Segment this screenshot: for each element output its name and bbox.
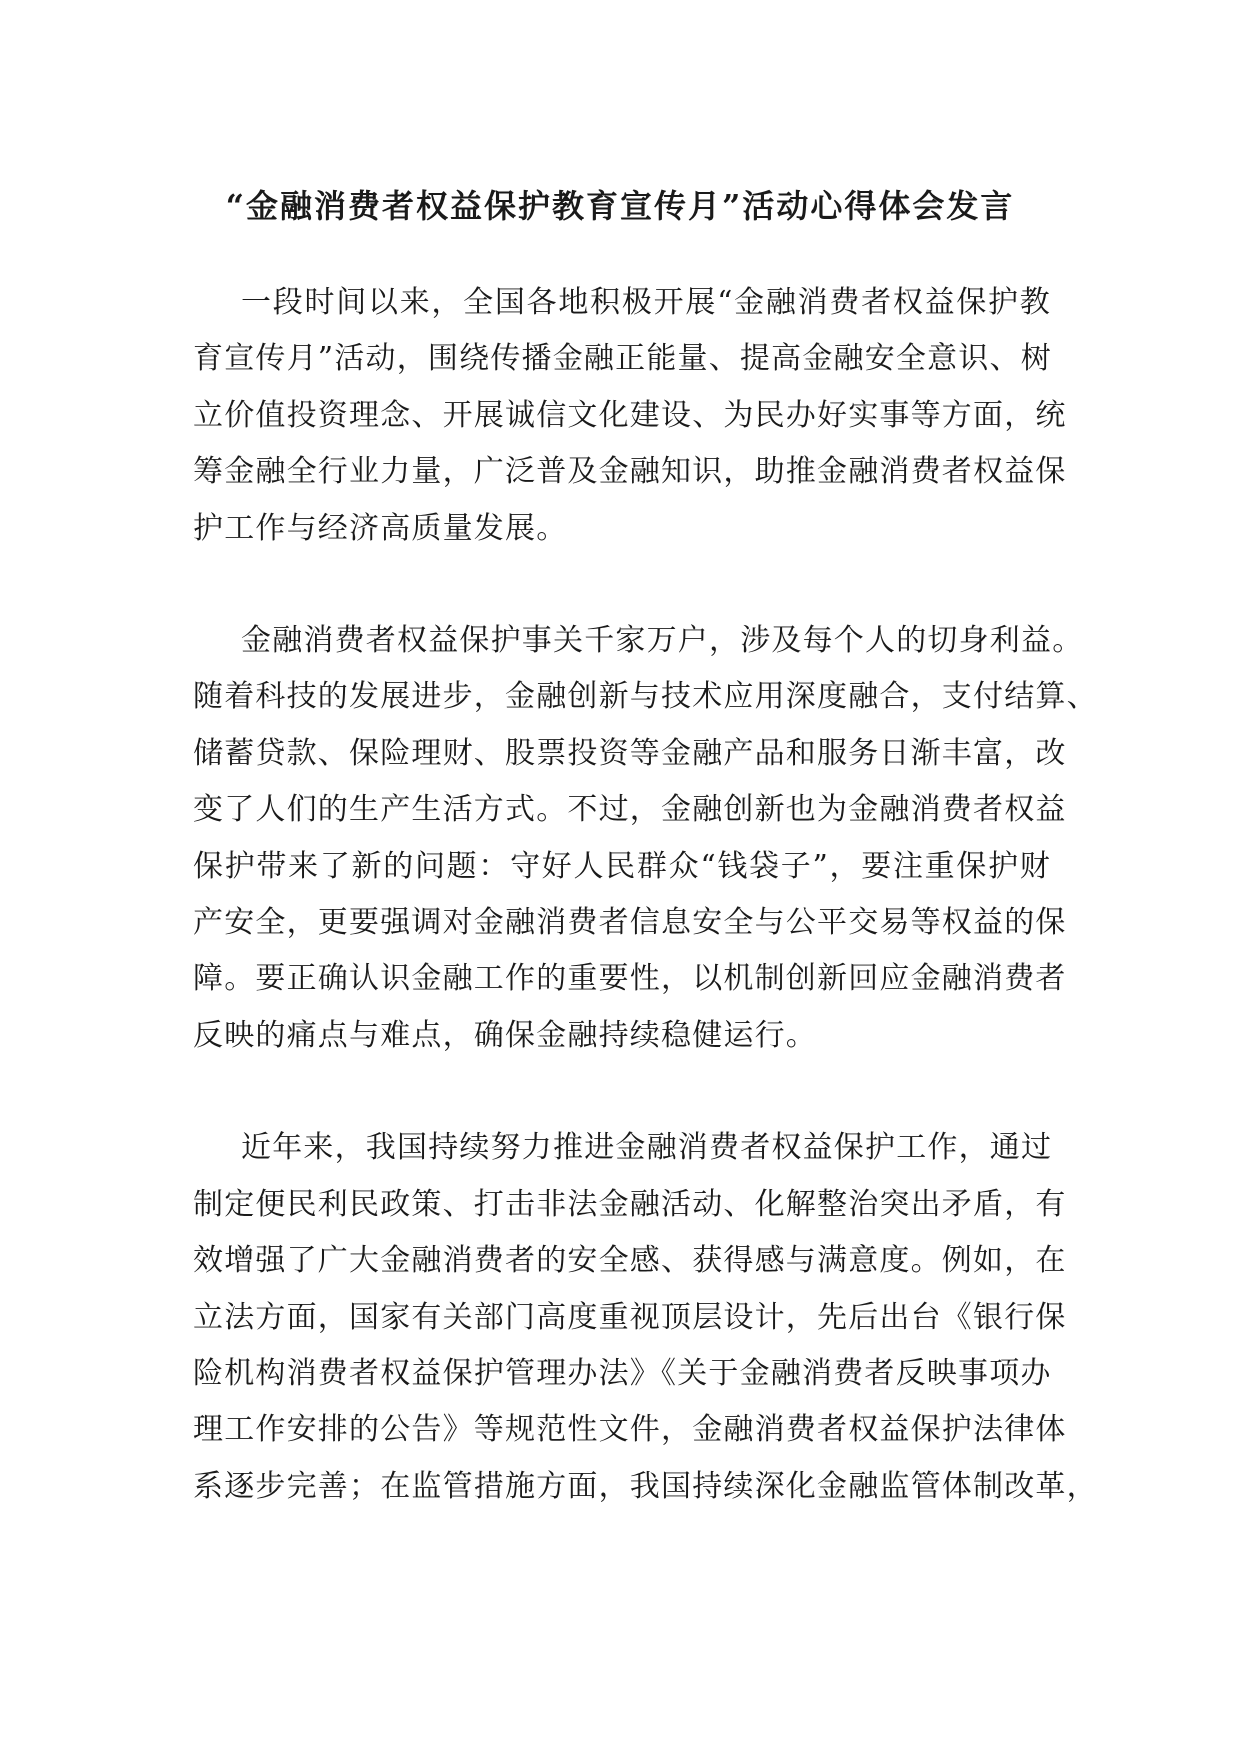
paragraph-line: 护工作与经济高质量发展。 [193,510,568,546]
paragraph-line: 保护带来了新的问题：守好人民群众“钱袋子”，要注重保护财 [193,848,1051,884]
paragraph-line: 育宣传月”活动，围绕传播金融正能量、提高金融安全意识、树 [193,341,1052,377]
document-title: “金融消费者权益保护教育宣传月”活动心得体会发言 [225,187,1015,225]
paragraph-line: 筹金融全行业力量，广泛普及金融知识，助推金融消费者权益保 [193,454,1067,490]
paragraph-line: 险机构消费者权益保护管理办法》《关于金融消费者反映事项办 [193,1355,1052,1391]
paragraph-line: 效增强了广大金融消费者的安全感、获得感与满意度。例如，在 [193,1243,1067,1279]
paragraph-line: 金融消费者权益保护事关千家万户，涉及每个人的切身利益。 [241,623,1084,659]
paragraph-line: 制定便民利民政策、打击非法金融活动、化解整治突出矛盾，有 [193,1186,1067,1222]
paragraph-line: 一段时间以来，全国各地积极开展“金融消费者权益保护教 [241,285,1051,320]
paragraph-2 [193,613,1098,1064]
document-body [193,275,1098,1571]
paragraph-1 [193,275,1067,557]
paragraph-line: 障。要正确认识金融工作的重要性，以机制创新回应金融消费者 [193,961,1067,997]
paragraph-line: 随着科技的发展进步，金融创新与技术应用深度融合，支付结算、 [193,679,1098,715]
paragraph-line: 变了人们的生产生活方式。不过，金融创新也为金融消费者权益 [193,792,1067,828]
paragraph-line: 立法方面，国家有关部门高度重视顶层设计，先后出台《银行保 [193,1299,1067,1335]
paragraph-line: 产安全，更要强调对金融消费者信息安全与公平交易等权益的保 [193,905,1067,941]
paragraph-line: 反映的痛点与难点，确保金融持续稳健运行。 [193,1017,817,1053]
paragraph-line: 系逐步完善；在监管措施方面，我国持续深化金融监管体制改革， [193,1468,1098,1504]
paragraph-line: 理工作安排的公告》等规范性文件，金融消费者权益保护法律体 [193,1412,1067,1448]
paragraph-line: 储蓄贷款、保险理财、股票投资等金融产品和服务日渐丰富，改 [193,735,1067,771]
paragraph-line: 立价值投资理念、开展诚信文化建设、为民办好实事等方面，统 [193,397,1067,433]
paragraph-3 [193,1120,1098,1515]
paragraph-line: 近年来，我国持续努力推进金融消费者权益保护工作，通过 [241,1130,1053,1166]
